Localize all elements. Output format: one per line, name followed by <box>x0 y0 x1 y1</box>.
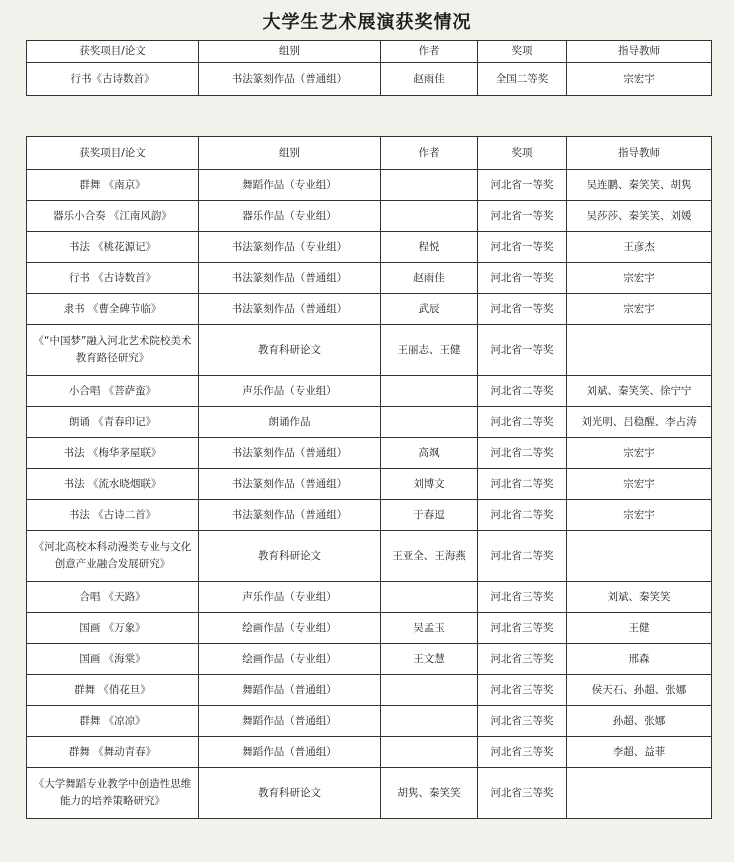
cell-teacher: 宗宏宇 <box>567 294 712 325</box>
table-row <box>27 232 712 263</box>
cell-group: 教育科研论文 <box>199 768 381 819</box>
cell-project: 朗诵 《青春印记》 <box>27 407 199 438</box>
cell-award: 河北省一等奖 <box>478 201 567 232</box>
cell-author <box>381 675 478 706</box>
cell-group: 书法篆刻作品（专业组） <box>199 232 381 263</box>
cell-author: 武辰 <box>381 294 478 325</box>
cell-teacher: 侯天石、孙超、张娜 <box>567 675 712 706</box>
cell-group: 器乐作品（专业组） <box>199 201 381 232</box>
table-row <box>27 613 712 644</box>
cell-teacher: 孙超、张娜 <box>567 706 712 737</box>
cell-teacher: 刘斌、秦笑笑、徐宁宁 <box>567 376 712 407</box>
header-author: 作者 <box>381 137 478 170</box>
cell-award: 河北省一等奖 <box>478 232 567 263</box>
cell-project: 《河北高校本科动漫类专业与文化创意产业融合发展研究》 <box>27 531 199 582</box>
cell-author: 王丽志、王健 <box>381 325 478 376</box>
cell-award: 河北省一等奖 <box>478 294 567 325</box>
cell-project: 隶书 《曹全碑节临》 <box>27 294 199 325</box>
cell-teacher: 王彦杰 <box>567 232 712 263</box>
cell-project: 群舞 《俏花旦》 <box>27 675 199 706</box>
header-group: 组别 <box>199 41 381 63</box>
cell-award: 河北省三等奖 <box>478 613 567 644</box>
cell-author <box>381 376 478 407</box>
table-row <box>27 531 712 582</box>
cell-award: 全国二等奖 <box>478 63 567 96</box>
cell-teacher: 吴莎莎、秦笑笑、刘媛 <box>567 201 712 232</box>
table-row <box>27 737 712 768</box>
cell-award: 河北省三等奖 <box>478 582 567 613</box>
table-header-row <box>27 41 712 63</box>
cell-teacher: 宗宏宇 <box>567 438 712 469</box>
table-row <box>27 706 712 737</box>
cell-project: 书法 《梅华茅屋联》 <box>27 438 199 469</box>
cell-group: 舞蹈作品（普通组） <box>199 737 381 768</box>
cell-project: 行书 《古诗数首》 <box>27 263 199 294</box>
cell-author <box>381 170 478 201</box>
provincial-awards-table <box>26 136 712 819</box>
cell-group: 声乐作品（专业组） <box>199 582 381 613</box>
cell-project: 小合唱 《菩萨蛮》 <box>27 376 199 407</box>
cell-project: 群舞 《凉凉》 <box>27 706 199 737</box>
table-row <box>27 376 712 407</box>
table-row <box>27 294 712 325</box>
cell-group: 书法篆刻作品（普通组） <box>199 469 381 500</box>
cell-award: 河北省三等奖 <box>478 706 567 737</box>
cell-author: 王亚全、王海燕 <box>381 531 478 582</box>
page-title: 大学生艺术展演获奖情况 <box>262 12 472 33</box>
cell-award: 河北省二等奖 <box>478 500 567 531</box>
cell-group: 书法篆刻作品（普通组） <box>199 263 381 294</box>
cell-teacher: 王健 <box>567 613 712 644</box>
cell-award: 河北省二等奖 <box>478 531 567 582</box>
cell-project: 书法 《流水晓烟联》 <box>27 469 199 500</box>
cell-teacher: 宗宏宇 <box>567 63 712 96</box>
header-teacher: 指导教师 <box>567 41 712 63</box>
cell-group: 书法篆刻作品（普通组） <box>199 438 381 469</box>
table-row <box>27 325 712 376</box>
cell-author: 吴孟玉 <box>381 613 478 644</box>
cell-project: 书法 《桃花源记》 <box>27 232 199 263</box>
table-row <box>27 469 712 500</box>
cell-author: 于春逗 <box>381 500 478 531</box>
cell-group: 朗诵作品 <box>199 407 381 438</box>
cell-project: 行书《古诗数首》 <box>27 63 199 96</box>
cell-group: 舞蹈作品（普通组） <box>199 675 381 706</box>
cell-award: 河北省一等奖 <box>478 170 567 201</box>
cell-group: 绘画作品（专业组） <box>199 644 381 675</box>
header-award: 奖项 <box>478 41 567 63</box>
header-author: 作者 <box>381 41 478 63</box>
header-group: 组别 <box>199 137 381 170</box>
cell-author <box>381 407 478 438</box>
cell-author: 赵雨佳 <box>381 63 478 96</box>
table-row <box>27 407 712 438</box>
cell-author: 程悦 <box>381 232 478 263</box>
table-row <box>27 170 712 201</box>
cell-award: 河北省二等奖 <box>478 407 567 438</box>
cell-group: 教育科研论文 <box>199 325 381 376</box>
cell-teacher: 宗宏宇 <box>567 263 712 294</box>
cell-teacher: 李超、益菲 <box>567 737 712 768</box>
cell-group: 声乐作品（专业组） <box>199 376 381 407</box>
cell-teacher: 宗宏宇 <box>567 500 712 531</box>
cell-project: 《大学舞蹈专业教学中创造性思维能力的培养策略研究》 <box>27 768 199 819</box>
cell-project: 合唱 《天路》 <box>27 582 199 613</box>
header-teacher: 指导教师 <box>567 137 712 170</box>
cell-project: 器乐小合奏 《江南风韵》 <box>27 201 199 232</box>
cell-teacher <box>567 325 712 376</box>
cell-group: 教育科研论文 <box>199 531 381 582</box>
cell-group: 舞蹈作品（普通组） <box>199 706 381 737</box>
cell-teacher <box>567 531 712 582</box>
table-row <box>27 582 712 613</box>
cell-teacher: 吴连鹏、秦笑笑、胡隽 <box>567 170 712 201</box>
cell-project: 书法 《古诗二首》 <box>27 500 199 531</box>
cell-award: 河北省三等奖 <box>478 737 567 768</box>
cell-author: 高飒 <box>381 438 478 469</box>
cell-teacher: 刘斌、秦笑笑 <box>567 582 712 613</box>
header-award: 奖项 <box>478 137 567 170</box>
cell-author: 王文慧 <box>381 644 478 675</box>
header-project: 获奖项目/论文 <box>27 41 199 63</box>
table-row <box>27 263 712 294</box>
cell-group: 绘画作品（专业组） <box>199 613 381 644</box>
cell-author <box>381 201 478 232</box>
cell-teacher: 宗宏宇 <box>567 469 712 500</box>
table-row <box>27 201 712 232</box>
cell-author: 赵雨佳 <box>381 263 478 294</box>
table-row <box>27 675 712 706</box>
cell-project: 群舞 《南京》 <box>27 170 199 201</box>
cell-award: 河北省一等奖 <box>478 263 567 294</box>
cell-award: 河北省三等奖 <box>478 644 567 675</box>
cell-project: 国画 《海棠》 <box>27 644 199 675</box>
cell-author <box>381 737 478 768</box>
cell-author: 胡隽、秦笑笑 <box>381 768 478 819</box>
cell-award: 河北省三等奖 <box>478 768 567 819</box>
cell-project: 国画 《万象》 <box>27 613 199 644</box>
cell-teacher: 刘光明、吕稳醒、李占涛 <box>567 407 712 438</box>
cell-award: 河北省二等奖 <box>478 438 567 469</box>
table-row <box>27 768 712 819</box>
national-awards-table <box>26 40 712 96</box>
cell-teacher <box>567 768 712 819</box>
cell-project: 群舞 《舞动青春》 <box>27 737 199 768</box>
cell-group: 书法篆刻作品（普通组） <box>199 63 381 96</box>
table-row <box>27 63 712 96</box>
cell-author <box>381 582 478 613</box>
table-row <box>27 644 712 675</box>
cell-award: 河北省二等奖 <box>478 469 567 500</box>
cell-award: 河北省二等奖 <box>478 376 567 407</box>
cell-author: 刘博文 <box>381 469 478 500</box>
header-project: 获奖项目/论文 <box>27 137 199 170</box>
cell-group: 舞蹈作品（专业组） <box>199 170 381 201</box>
cell-teacher: 邢森 <box>567 644 712 675</box>
cell-group: 书法篆刻作品（普通组） <box>199 500 381 531</box>
table-row <box>27 438 712 469</box>
cell-award: 河北省一等奖 <box>478 325 567 376</box>
cell-group: 书法篆刻作品（普通组） <box>199 294 381 325</box>
cell-award: 河北省三等奖 <box>478 675 567 706</box>
cell-project: 《“中国梦”融入河北艺术院校美术教育路径研究》 <box>27 325 199 376</box>
table-header-row <box>27 137 712 170</box>
table-row <box>27 500 712 531</box>
cell-author <box>381 706 478 737</box>
